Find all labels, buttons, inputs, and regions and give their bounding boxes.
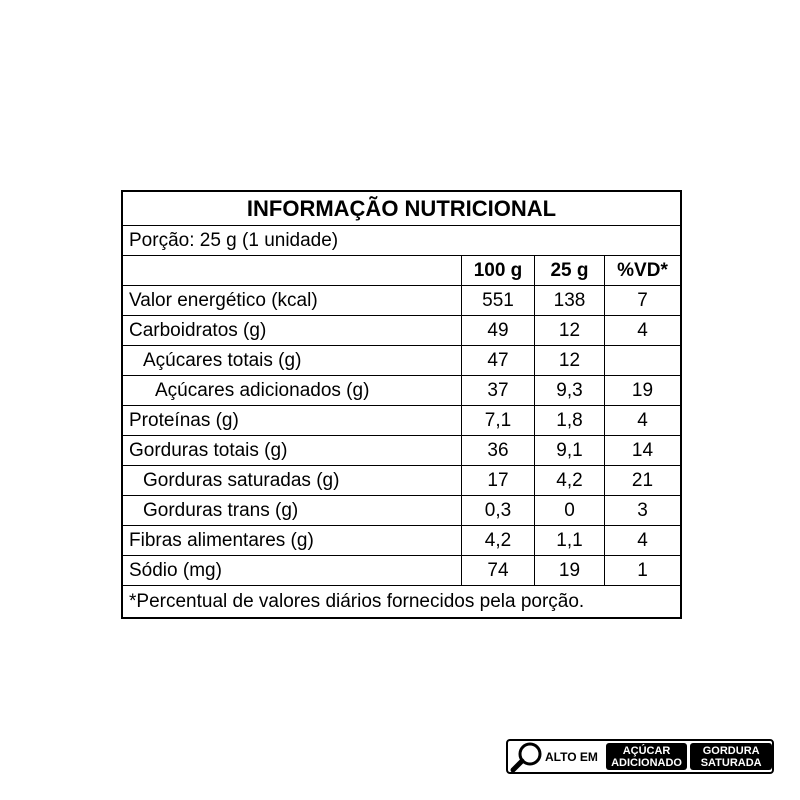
nutrition-facts-table (121, 190, 682, 619)
portion-text: Porção: 25 g (1 unidade) (123, 226, 680, 256)
row-value-100g: 49 (462, 316, 535, 345)
row-value-100g: 7,1 (462, 406, 535, 435)
row-value-25g: 19 (535, 556, 605, 585)
added-sugar-line2: ADICIONADO (611, 756, 682, 769)
row-value-25g: 0 (535, 496, 605, 525)
row-value-25g: 12 (535, 316, 605, 345)
row-value-vd: 4 (637, 529, 648, 551)
table-row (123, 526, 680, 556)
row-value-25g: 9,3 (535, 376, 605, 405)
row-value-vd: 7 (637, 289, 648, 311)
row-value-vd: 14 (631, 439, 654, 461)
table-row (123, 406, 680, 436)
row-value-100g: 74 (462, 556, 535, 585)
table-row (123, 286, 680, 316)
table-row (123, 346, 680, 376)
row-label: Carboidratos (g) (123, 316, 462, 345)
front-of-pack-warning-seal (506, 739, 774, 774)
row-value-vd: 19 (631, 379, 654, 401)
row-value-100g: 551 (462, 286, 535, 315)
table-row (123, 436, 680, 466)
row-value-25g: 138 (535, 286, 605, 315)
footnote: *Percentual de valores diários fornecidos pela porção. (129, 590, 585, 612)
row-label: Valor energético (kcal) (123, 286, 462, 315)
saturated-fat-seal (690, 743, 772, 770)
row-value-25g: 1,1 (535, 526, 605, 555)
saturated-fat-line2: SATURADA (700, 756, 762, 769)
row-value-100g: 47 (462, 346, 535, 375)
header-100g: 100 g (462, 256, 535, 285)
row-value-25g: 4,2 (535, 466, 605, 495)
row-value-100g: 17 (462, 466, 535, 495)
table-row (123, 496, 680, 526)
saturated-fat-line1: GORDURA (702, 744, 760, 757)
row-value-25g: 1,8 (535, 406, 605, 435)
table-row (123, 556, 680, 586)
row-value-vd (605, 346, 680, 375)
header-label-cell (123, 256, 462, 285)
row-value-100g: 36 (462, 436, 535, 465)
row-label: Fibras alimentares (g) (123, 526, 462, 555)
row-label: Gorduras totais (g) (123, 436, 462, 465)
row-value-vd: 21 (631, 469, 654, 491)
row-value-25g: 12 (535, 346, 605, 375)
added-sugar-line1: AÇÚCAR (622, 744, 671, 757)
row-label: Proteínas (g) (123, 406, 462, 435)
row-value-vd: 3 (637, 499, 648, 521)
table-header-row (123, 256, 680, 286)
row-label: Gorduras trans (g) (123, 496, 462, 525)
table-title: INFORMAÇÃO NUTRICIONAL (123, 192, 680, 226)
row-value-vd: 4 (637, 319, 648, 341)
row-value-100g: 4,2 (462, 526, 535, 555)
added-sugar-seal (606, 743, 688, 770)
row-label: Gorduras saturadas (g) (123, 466, 462, 495)
row-label: Açúcares adicionados (g) (123, 376, 462, 405)
magnifier-icon (510, 741, 544, 772)
alto-em-label: ALTO EM (545, 749, 598, 764)
table-row (123, 466, 680, 496)
header-25g: 25 g (535, 256, 605, 285)
row-value-100g: 0,3 (462, 496, 535, 525)
row-label: Açúcares totais (g) (123, 346, 462, 375)
row-value-vd: 4 (637, 409, 648, 431)
row-label: Sódio (mg) (123, 556, 462, 585)
row-value-25g: 9,1 (535, 436, 605, 465)
header-vd: %VD* (617, 259, 668, 281)
table-row (123, 316, 680, 346)
row-value-100g: 37 (462, 376, 535, 405)
table-row (123, 376, 680, 406)
row-value-vd: 1 (637, 559, 648, 581)
